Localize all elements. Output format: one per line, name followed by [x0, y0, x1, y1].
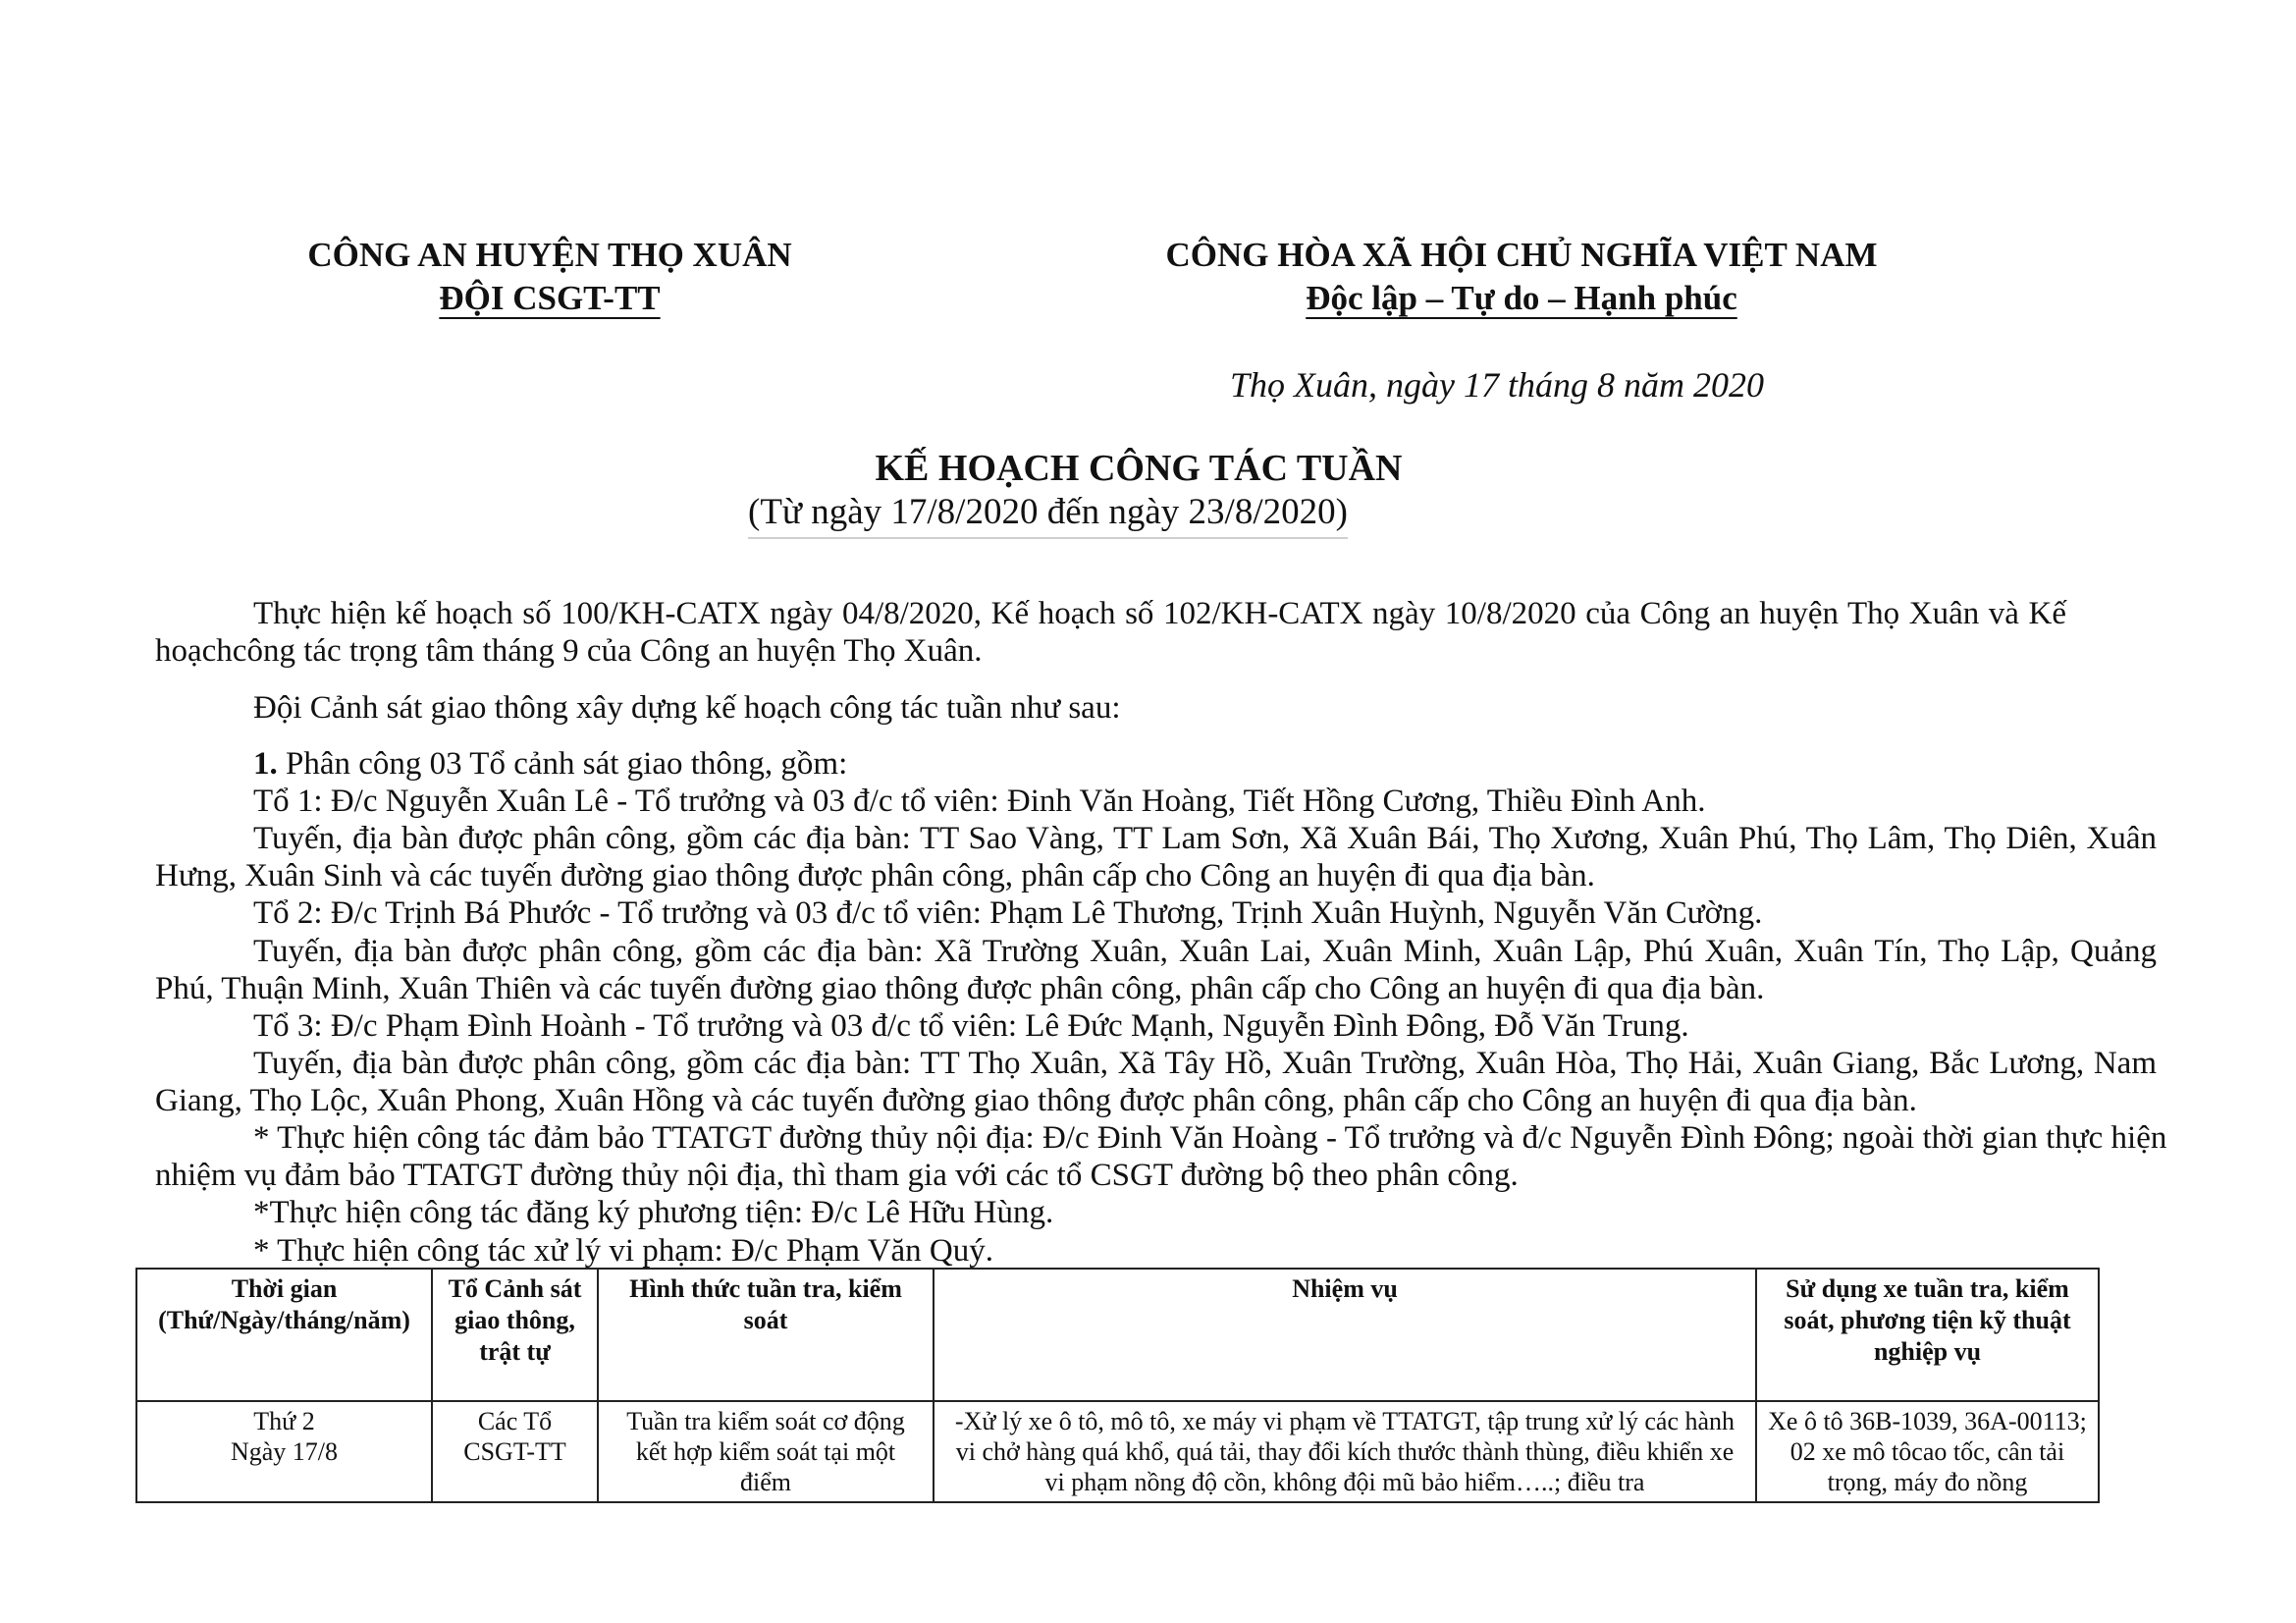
header-form: Hình thức tuần tra, kiểm soát: [598, 1269, 934, 1401]
plan-statement: Đội Cảnh sát giao thông xây dựng kế hoạch công tác tuần như sau:: [253, 690, 1121, 726]
team-1-members: Tổ 1: Đ/c Nguyễn Xuân Lê - Tổ trưởng và 03 đ/c tổ viên: Đinh Văn Hoàng, Tiết Hồng Cương, Thiều Đình Anh.: [253, 784, 1706, 819]
date-line: Thọ Xuân, ngày 17 tháng 8 năm 2020: [1230, 365, 1764, 405]
team-2-area-line2: Phú, Thuận Minh, Xuân Thiên và các tuyến đường giao thông được phân công, phân cấp cho Công an huyện đi qua địa bàn.: [155, 971, 1765, 1006]
team-1-area-line2: Hưng, Xuân Sinh và các tuyến đường giao thông được phân công, phân cấp cho Công an huyện đi qua địa bàn.: [155, 858, 1595, 893]
nation-motto-text: Độc lập – Tự do – Hạnh phúc: [1306, 279, 1737, 317]
cell-team: Các Tổ CSGT-TT: [432, 1401, 598, 1502]
cell-vehicles: Xe ô tô 36B-1039, 36A-00113; 02 xe mô tôcao tốc, cân tải trọng, máy đo nồng: [1756, 1401, 2099, 1502]
team-3-members: Tổ 3: Đ/c Phạm Đình Hoành - Tổ trưởng và 03 đ/c tổ viên: Lê Đức Mạnh, Nguyễn Đình Đông, Đỗ Văn Trung.: [253, 1008, 1689, 1044]
team-1-area-line1: Tuyến, địa bàn được phân công, gồm các địa bàn: TT Sao Vàng, TT Lam Sơn, Xã Xuân Bái, Thọ Xương, Xuân Phú, Thọ Lâm, Thọ Diên, Xuân: [253, 821, 2157, 856]
document-title: KẾ HOẠCH CÔNG TÁC TUẦN: [875, 448, 1403, 489]
intro-paragraph-line2: hoạchcông tác trọng tâm tháng 9 của Công an huyện Thọ Xuân.: [155, 633, 983, 669]
table-header-row: [136, 1269, 2099, 1401]
unit-name: [226, 279, 874, 318]
org-name: CÔNG AN HUYỆN THỌ XUÂN: [307, 236, 792, 274]
schedule-table: [135, 1268, 2100, 1503]
cell-form: Tuần tra kiểm soát cơ động kết hợp kiểm soát tại một điểm: [598, 1401, 934, 1502]
header-team: Tổ Cảnh sát giao thông, trật tự: [432, 1269, 598, 1401]
cell-time-date: Ngày 17/8: [230, 1437, 339, 1466]
header-vehicles: Sử dụng xe tuần tra, kiểm soát, phương tiện kỹ thuật nghiệp vụ: [1756, 1269, 2099, 1401]
team-2-members: Tổ 2: Đ/c Trịnh Bá Phước - Tổ trưởng và 03 đ/c tổ viên: Phạm Lê Thương, Trịnh Xuân Huỳnh, Nguyễn Văn Cường.: [253, 895, 1763, 931]
waterway-duty-line1: * Thực hiện công tác đảm bảo TTATGT đường thủy nội địa: Đ/c Đinh Văn Hoàng - Tổ trưởng và đ/c Nguyễn Đình Đông; ngoài thời gian thực hiện: [253, 1120, 2167, 1156]
cell-time-day: Thứ 2: [253, 1407, 315, 1435]
team-3-area-line1: Tuyến, địa bàn được phân công, gồm các địa bàn: TT Thọ Xuân, Xã Tây Hồ, Xuân Trường, Xuân Hòa, Thọ Hải, Xuân Giang, Bắc Lương, Nam: [253, 1046, 2157, 1081]
unit-name-text: ĐỘI CSGT-TT: [439, 279, 661, 317]
section-1-heading: [253, 746, 847, 783]
registration-duty: *Thực hiện công tác đăng ký phương tiện: Đ/c Lê Hữu Hùng.: [253, 1195, 1054, 1230]
header-task: Nhiệm vụ: [934, 1269, 1756, 1401]
waterway-duty-line2: nhiệm vụ đảm bảo TTATGT đường thủy nội địa, thì tham gia với các tổ CSGT đường bộ theo phân công.: [155, 1158, 1519, 1193]
nation-name: CÔNG HÒA XÃ HỘI CHỦ NGHĨA VIỆT NAM: [1165, 236, 1878, 274]
cell-time: [136, 1401, 432, 1502]
cell-task: -Xử lý xe ô tô, mô tô, xe máy vi phạm về TTATGT, tập trung xử lý các hành vi chở hàng quá khổ, quá tải, thay đổi kích thước thành thùng, điều khiển xe vi phạm nồng độ cồn, không đội mũ bảo hiểm…..; điều tra: [934, 1401, 1756, 1502]
intro-paragraph-line1: Thực hiện kế hoạch số 100/KH-CATX ngày 04/8/2020, Kế hoạch số 102/KH-CATX ngày 10/8/2020 của Công an huyện Thọ Xuân và Kế: [253, 596, 2066, 631]
team-3-area-line2: Giang, Thọ Lộc, Xuân Phong, Xuân Hồng và các tuyến đường giao thông được phân công, phân cấp cho Công an huyện đi qua địa bàn.: [155, 1083, 1917, 1118]
team-2-area-line1: Tuyến, địa bàn được phân công, gồm các địa bàn: Xã Trường Xuân, Xuân Lai, Xuân Minh, Xuân Lập, Phú Xuân, Xuân Tín, Thọ Lập, Quảng: [253, 934, 2157, 969]
violation-duty: * Thực hiện công tác xử lý vi phạm: Đ/c Phạm Văn Quý.: [253, 1233, 994, 1269]
header-time: Thời gian (Thứ/Ngày/tháng/năm): [136, 1269, 432, 1401]
document-subtitle: (Từ ngày 17/8/2020 đến ngày 23/8/2020): [748, 491, 1348, 539]
section-1-number: 1.: [253, 746, 278, 782]
table-row: [136, 1401, 2099, 1502]
section-1-text: Phân công 03 Tổ cảnh sát giao thông, gồm:: [277, 746, 848, 782]
nation-motto: [1099, 279, 1944, 318]
